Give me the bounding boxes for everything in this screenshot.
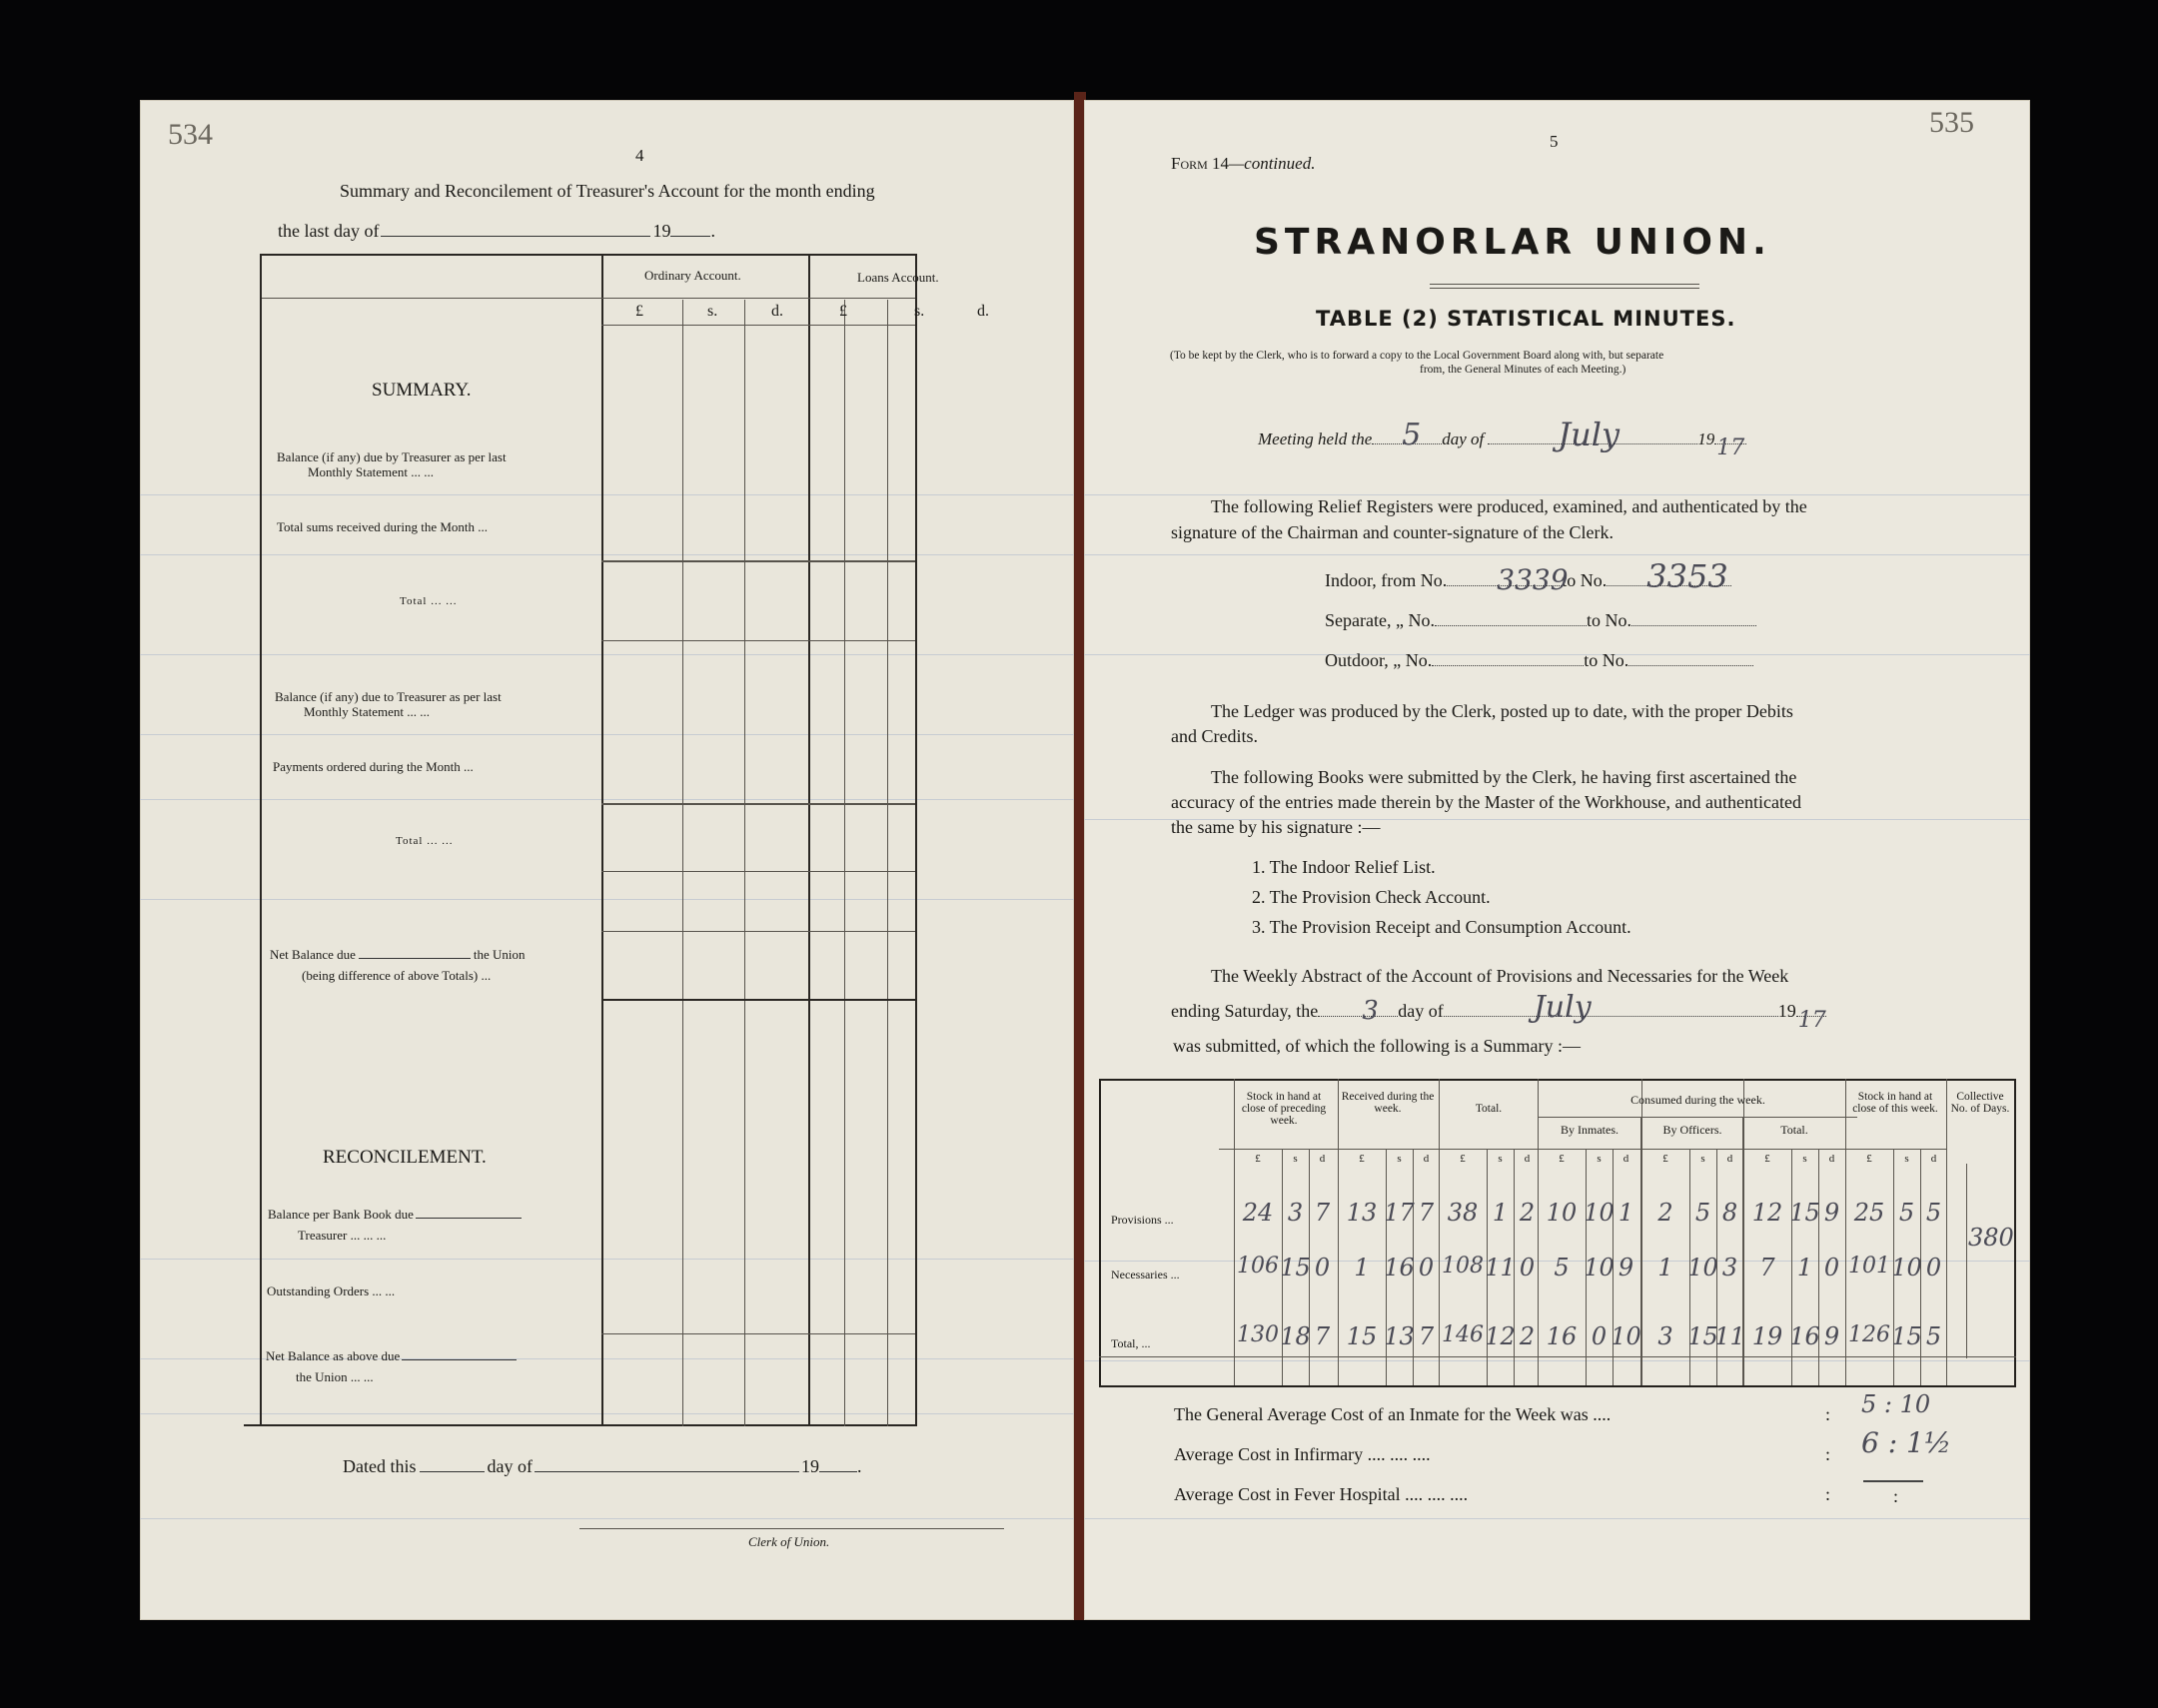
- pence-header-loans: d.: [977, 303, 989, 320]
- header-consumed-total: Total.: [1780, 1123, 1808, 1137]
- unit-header: d: [1319, 1153, 1326, 1165]
- pounds-header: £: [635, 303, 643, 320]
- collective-days-value: 380: [1968, 1224, 2014, 1252]
- table-cell: 2: [1519, 1199, 1536, 1227]
- ledger-para-2: and Credits.: [1171, 726, 1258, 746]
- abstract-para-3: was submitted, of which the following is a Summary :—: [1173, 1036, 1581, 1056]
- table-cell: 12: [1485, 1322, 1516, 1350]
- row-label: Provisions ...: [1111, 1213, 1174, 1227]
- table-cell: 17: [1384, 1199, 1415, 1227]
- reconcilement-title: RECONCILEMENT.: [323, 1147, 487, 1168]
- table-cell: 11: [1714, 1322, 1745, 1350]
- avg-fever-label: Average Cost in Fever Hospital .... .... ....: [1174, 1484, 1469, 1504]
- books-para-1: The following Books were submitted by the Clerk, he having first ascertained the: [1211, 767, 1797, 787]
- pence-header: d.: [771, 303, 783, 320]
- table-cell: 10: [1584, 1199, 1615, 1227]
- unit-header: £: [1764, 1153, 1770, 1165]
- table-rule: [1966, 1164, 1967, 1358]
- unit-header: £: [1662, 1153, 1668, 1165]
- registers-para-1: The following Relief Registers were produced, examined, and authenticated by the: [1211, 496, 1807, 516]
- table-cell: 0: [1519, 1254, 1536, 1281]
- table-cell: 25: [1853, 1199, 1885, 1227]
- table-rule: [1099, 1385, 2016, 1387]
- abstract-month: July: [1533, 990, 1592, 1025]
- table-cell: 7: [1314, 1199, 1331, 1227]
- table-cell: 2: [1519, 1322, 1536, 1350]
- table-cell: 126: [1848, 1322, 1890, 1347]
- unit-header: s: [1700, 1153, 1705, 1165]
- table-cell: 7: [1418, 1322, 1435, 1350]
- table-cell: 10: [1687, 1254, 1718, 1281]
- avg-fever-value: :: [1893, 1486, 1899, 1506]
- ledger-para-1: The Ledger was produced by the Clerk, posted up to date, with the proper Debits: [1211, 701, 1793, 721]
- avg-inmate-value: 5 : 10: [1861, 1390, 1931, 1418]
- book-item-3: 3. The Provision Receipt and Consumption Account.: [1252, 917, 1631, 937]
- meeting-month: July: [1558, 416, 1620, 453]
- table-cell: 7: [1418, 1199, 1435, 1227]
- indoor-from-number: 3339: [1497, 563, 1569, 596]
- unit-header: £: [1359, 1153, 1365, 1165]
- unit-header: d: [1828, 1153, 1835, 1165]
- table-cell: 2: [1657, 1199, 1673, 1227]
- unit-header: d: [1726, 1153, 1733, 1165]
- ordinary-account-header: Ordinary Account.: [644, 268, 741, 283]
- meeting-year: 17: [1716, 435, 1745, 460]
- table-rule: [1099, 1356, 2016, 1357]
- avg-inmate-label: The General Average Cost of an Inmate for the Week was ....: [1174, 1404, 1612, 1424]
- header-h_stock_close: Stock in hand at close of this week.: [1852, 1091, 1938, 1115]
- book-item-1: 1. The Indoor Relief List.: [1252, 857, 1436, 877]
- table-rule: [1099, 1079, 2016, 1081]
- table-cell: 7: [1314, 1322, 1331, 1350]
- table-cell: 146: [1442, 1322, 1484, 1347]
- header-h_received: Received during the week.: [1341, 1091, 1435, 1115]
- loans-account-header: Loans Account.: [857, 270, 939, 285]
- row-label: Necessaries ...: [1111, 1268, 1180, 1281]
- page-number-right: 5: [1550, 132, 1559, 151]
- table-cell: 15: [1789, 1199, 1820, 1227]
- page-number: 4: [635, 146, 644, 165]
- row-total-received: Total sums received during the Month ...: [277, 519, 489, 534]
- table-cell: 15: [1280, 1254, 1311, 1281]
- header-by-officers: By Officers.: [1662, 1123, 1722, 1137]
- outdoor-register-line: Outdoor, „ No. to No.: [1325, 650, 1753, 671]
- separate-register-line: Separate, „ No. to No.: [1325, 610, 1756, 631]
- table-cell: 10: [1584, 1254, 1615, 1281]
- note-line-2: from, the General Minutes of each Meeting.): [1420, 364, 1626, 376]
- avg-infirmary-label: Average Cost in Infirmary .... .... ....: [1174, 1444, 1431, 1464]
- row-payments-ordered: Payments ordered during the Month ...: [273, 759, 474, 774]
- table-cell: 5: [1925, 1322, 1942, 1350]
- table-cell: 5: [1898, 1199, 1915, 1227]
- table-cell: 16: [1546, 1322, 1578, 1350]
- unit-header: s: [1802, 1153, 1807, 1165]
- row-bank-book: Balance per Bank Book due: [268, 1207, 522, 1223]
- table-cell: 15: [1346, 1322, 1378, 1350]
- summary-title: SUMMARY.: [372, 380, 472, 401]
- table-cell: 1: [1657, 1254, 1673, 1281]
- row-balance-by-treasurer: Balance (if any) due by Treasurer as per last: [277, 449, 507, 464]
- meeting-line: Meeting held the 5 day of July 19 17: [1258, 416, 1745, 460]
- dated-line: Dated this day of 19 .: [343, 1456, 862, 1476]
- unit-header: d: [1930, 1153, 1937, 1165]
- unit-header: d: [1622, 1153, 1629, 1165]
- folio-number-right: 535: [1929, 106, 1974, 139]
- table-cell: 106: [1237, 1254, 1279, 1279]
- clerk-signature-label: Clerk of Union.: [748, 1534, 830, 1549]
- table-cell: 7: [1759, 1254, 1775, 1281]
- table-cell: 1: [1618, 1199, 1634, 1227]
- table-cell: 15: [1687, 1322, 1718, 1350]
- unit-header: £: [1559, 1153, 1565, 1165]
- row-net-balance-union-2: the Union ... ...: [296, 1369, 374, 1384]
- table-cell: 5: [1554, 1254, 1570, 1281]
- table-cell: 130: [1237, 1322, 1279, 1347]
- table-cell: 16: [1384, 1254, 1415, 1281]
- row-balance-to-treasurer-2: Monthly Statement ... ...: [304, 704, 431, 719]
- abstract-day: 3: [1362, 996, 1379, 1026]
- header-h_total: Total.: [1475, 1103, 1503, 1115]
- table-cell: 0: [1925, 1254, 1942, 1281]
- shillings-header: s.: [707, 303, 718, 320]
- table-cell: 9: [1823, 1199, 1840, 1227]
- table-cell: 13: [1346, 1199, 1378, 1227]
- table-cell: 108: [1442, 1254, 1484, 1279]
- table-cell: 5: [1694, 1199, 1711, 1227]
- books-para-2: accuracy of the entries made therein by the Master of the Workhouse, and authenticated: [1171, 792, 1801, 812]
- table-cell: 19: [1751, 1322, 1783, 1350]
- book-item-2: 2. The Provision Check Account.: [1252, 887, 1491, 907]
- books-para-3: the same by his signature :—: [1171, 817, 1381, 837]
- table-rule: [1219, 1149, 1946, 1150]
- indoor-register-line: Indoor, from No. 3339 to No. 3353: [1325, 570, 1731, 591]
- unit-header: £: [1255, 1153, 1261, 1165]
- row-outstanding-orders: Outstanding Orders ... ...: [267, 1283, 396, 1298]
- left-page: [140, 100, 1074, 1620]
- colon-2: :: [1825, 1444, 1831, 1464]
- table-cell: 0: [1418, 1254, 1435, 1281]
- row-net-balance-2: (being difference of above Totals) ...: [302, 968, 492, 983]
- colon-1: :: [1825, 1404, 1831, 1424]
- table-cell: 13: [1384, 1322, 1415, 1350]
- indoor-to-number: 3353: [1646, 557, 1728, 595]
- table-cell: 5: [1925, 1199, 1942, 1227]
- table-cell: 9: [1823, 1322, 1840, 1350]
- header-by-inmates: By Inmates.: [1561, 1123, 1618, 1137]
- unit-header: d: [1423, 1153, 1430, 1165]
- row-total-2: Total ... ...: [396, 835, 454, 847]
- folio-number: 534: [168, 118, 213, 151]
- row-balance-by-treasurer-2: Monthly Statement ... ...: [308, 464, 435, 479]
- unit-header: £: [1460, 1153, 1466, 1165]
- note-line-1: (To be kept by the Clerk, who is to forward a copy to the Local Government Board along with, but separate: [1170, 350, 1664, 362]
- table-cell: 3: [1721, 1254, 1738, 1281]
- table-cell: 3: [1287, 1199, 1304, 1227]
- table-cell: 1: [1354, 1254, 1370, 1281]
- table-cell: 1: [1492, 1199, 1509, 1227]
- unit-header: £: [1866, 1153, 1872, 1165]
- header-consumed: Consumed during the week.: [1630, 1093, 1765, 1107]
- table-cell: 11: [1485, 1254, 1516, 1281]
- unit-header: s: [1397, 1153, 1402, 1165]
- table-cell: 38: [1447, 1199, 1479, 1227]
- row-total-1: Total ... ...: [400, 595, 458, 607]
- form-label: Form 14—continued.: [1171, 154, 1316, 173]
- row-balance-to-treasurer: Balance (if any) due to Treasurer as per last: [275, 689, 502, 704]
- table-cell: 12: [1751, 1199, 1783, 1227]
- unit-header: s: [1904, 1153, 1909, 1165]
- table-rule: [1539, 1117, 1857, 1118]
- table-rule: [2014, 1079, 2016, 1387]
- table-cell: 0: [1314, 1254, 1331, 1281]
- row-label: Total, ...: [1111, 1336, 1151, 1350]
- row-net-balance: Net Balance due the Union: [270, 947, 526, 962]
- table-cell: 15: [1891, 1322, 1922, 1350]
- table-cell: 8: [1721, 1199, 1738, 1227]
- unit-header: d: [1524, 1153, 1531, 1165]
- unit-header: s: [1498, 1153, 1503, 1165]
- row-net-balance-union: Net Balance as above due: [266, 1348, 517, 1364]
- meeting-day: 5: [1402, 418, 1422, 452]
- heading-month-line: the last day of 19 .: [278, 221, 715, 241]
- page-heading: Summary and Reconcilement of Treasurer's Account for the month ending: [340, 181, 875, 201]
- pounds-header-loans: £: [839, 303, 847, 320]
- registers-para-2: signature of the Chairman and counter-signature of the Clerk.: [1171, 522, 1614, 542]
- table-cell: 0: [1823, 1254, 1840, 1281]
- abstract-para-2: ending Saturday, the 3 day of July 19 17: [1171, 990, 1826, 1033]
- table-cell: 9: [1618, 1254, 1634, 1281]
- table-title: TABLE (2) STATISTICAL MINUTES.: [1316, 307, 1736, 331]
- right-page: [1084, 100, 2030, 1620]
- abstract-para-1: The Weekly Abstract of the Account of Provisions and Necessaries for the Week: [1211, 966, 1789, 986]
- header-h_days: Collective No. of Days.: [1950, 1091, 2010, 1115]
- table-cell: 16: [1789, 1322, 1820, 1350]
- avg-infirmary-value: 6 : 1½: [1861, 1426, 1952, 1459]
- table-cell: 10: [1611, 1322, 1641, 1350]
- unit-header: s: [1597, 1153, 1602, 1165]
- table-cell: 101: [1848, 1254, 1890, 1279]
- shillings-header-loans: s.: [914, 303, 925, 320]
- header-h_stock_prev: Stock in hand at close of preceding week.: [1241, 1091, 1327, 1127]
- row-bank-book-2: Treasurer ... ... ...: [298, 1228, 387, 1243]
- table-cell: 10: [1546, 1199, 1578, 1227]
- union-title: STRANORLAR UNION.: [1254, 222, 1771, 263]
- unit-header: s: [1293, 1153, 1298, 1165]
- table-rule: [1099, 1079, 1101, 1387]
- colon-3: :: [1825, 1484, 1831, 1504]
- table-cell: 3: [1657, 1322, 1673, 1350]
- abstract-year: 17: [1797, 1008, 1826, 1033]
- table-cell: 10: [1891, 1254, 1922, 1281]
- table-cell: 1: [1796, 1254, 1813, 1281]
- table-cell: 18: [1280, 1322, 1311, 1350]
- table-cell: 24: [1242, 1199, 1274, 1227]
- table-cell: 0: [1591, 1322, 1608, 1350]
